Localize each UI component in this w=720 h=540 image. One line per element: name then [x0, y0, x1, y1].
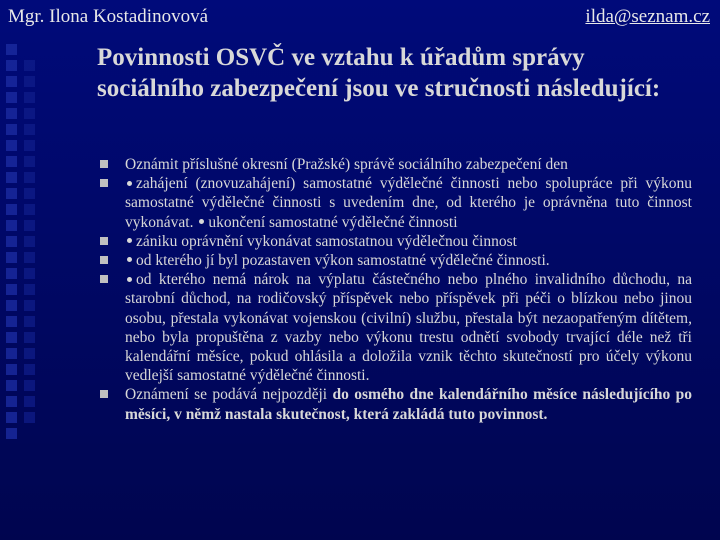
list-item — [100, 232, 692, 251]
dot-icon — [199, 219, 204, 224]
decorative-squares-left — [6, 44, 20, 439]
list-item-text: zahájení (znovuzahájení) samostatné výdělečné činnosti nebo spolupráce při výkonu samostatné výdělečné činnosti s uvedením dne, od kterého je oprávněna tuto činnost vykonávat. — [125, 175, 692, 231]
decorative-squares-inner — [24, 60, 38, 423]
list-item-text: zániku oprávnění vykonávat samostatnou výdělečnou činnost — [136, 232, 517, 250]
author-name: Mgr. Ilona Kostadinovová — [8, 6, 209, 27]
slide-title: Povinnosti OSVČ ve vztahu k úřadům správy sociálního zabezpečení jsou ve stručnosti následující: — [97, 44, 661, 102]
author-email-link[interactable]: ilda@seznam.cz — [585, 6, 710, 27]
list-item — [100, 251, 692, 270]
bullet-icon — [100, 160, 108, 168]
list-item — [100, 174, 692, 232]
list-item — [100, 385, 692, 423]
list-item-text: ukončení samostatné výdělečné činnosti — [208, 213, 458, 231]
list-item — [100, 155, 692, 174]
dot-icon — [127, 238, 132, 243]
list-item — [100, 270, 692, 385]
dot-icon — [127, 181, 132, 186]
list-item-text: od kterého nemá nárok na výplatu částečného nebo plného invalidního důchodu, na starobní důchod, na rodičovský příspěvek nebo příspěvek při péči o blízkou nebo jinou osobu, přestala vykonávat vojenskou (civilní) službu, přestala být nezaopatřeným dítětem, nebo byla propuštěna z vazby nebo výkonu trestu odnětí svobody trvající déle než tři kalendářní měsíce, pokud ohlásila a doložila vznik těchto skutečností pro účely výkonu vedlejší samostatné výdělečné činnosti. — [125, 271, 692, 385]
bullet-icon — [100, 390, 108, 398]
dot-icon — [127, 257, 132, 262]
dot-icon — [127, 277, 132, 282]
bullet-icon — [100, 275, 108, 283]
list-item-text: Oznámit příslušné okresní (Pražské) správě sociálního zabezpečení den — [125, 156, 568, 173]
list-item-text: Oznámení se podává nejpozději — [125, 386, 328, 404]
list-item-text: od kterého jí byl pozastaven výkon samostatné výdělečné činnosti. — [136, 252, 550, 270]
bullet-icon — [100, 256, 108, 264]
list-item-text-bold: do osmého dne kalendářního měsíce následujícího po měsíci, v němž nastala skutečnost, která zakládá tuto povinnost. — [125, 386, 692, 423]
bullet-icon — [100, 237, 108, 245]
bullet-icon — [100, 179, 108, 187]
slide-content — [100, 155, 692, 424]
